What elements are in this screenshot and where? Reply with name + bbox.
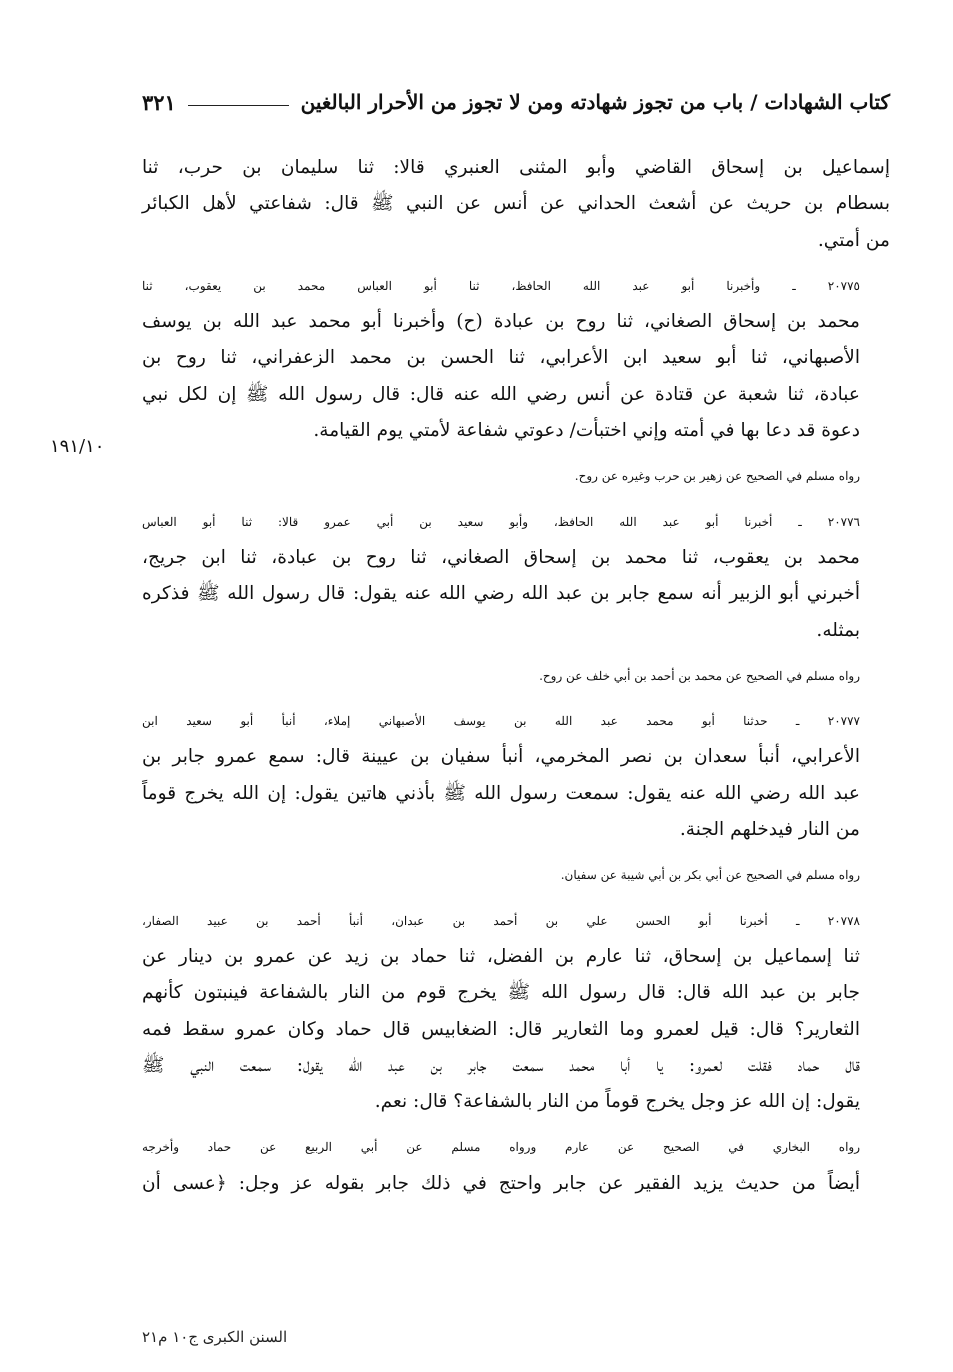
paragraph [142,857,890,893]
text-line: عبد الله رضي الله عنه يقول: سمعت رسول الله ﷺ بأذني هاتين يقول: إن الله يخرج قوماً [142,782,860,804]
text-line: دعوة قد دعا بها في أمته وإني اختبأت/ دعوتي شفاعة لأمتي يوم القيامة. [313,420,860,442]
text-line: أخبرني أبو الزبير أنه سمع جابر بن عبد الله رضي الله عنه يقول: قال رسول الله ﷺ فذكره [142,583,860,605]
body-text [142,150,890,1211]
text-line: ٢٠٧٧٨ ـ أخبرنا أبو الحسن علي بن أحمد بن عبدان، أنبأ أحمد بن عبيد الصفار، [142,913,860,928]
text-line: رواه مسلم في الصحيح عن أبي بكر بن أبي شيبة عن سفيان. [560,868,860,883]
text-line: رواه مسلم في الصحيح عن محمد بن أحمد بن أبي خلف عن روح. [539,668,860,683]
paragraph [142,458,890,494]
text-line: بسطام بن حريث عن أشعث الحداني عن أنس عن النبي ﷺ قال: شفاعتي لأهل الكبائر [142,193,890,215]
footer-signature: السنن الكبرى ج١٠ م٢١ [142,1328,288,1346]
text-line: إسماعيل بن إسحاق القاضي وأبو المثنى العنبري قالا: ثنا سليمان بن حرب، ثنا [142,157,890,178]
running-header [142,82,890,122]
text-line: ٢٠٧٧٧ ـ حدثنا أبو محمد عبد الله بن يوسف الأصبهاني إملاء، أنبأ أبو سعيد ابن [142,714,860,729]
margin-reference: ١٩١/١٠ [50,436,105,457]
header-title: كتاب الشهادات / باب من تجوز شهادته ومن لا تجوز من الأحرار البالغين [300,90,890,114]
paragraph [142,1129,890,1202]
paragraph [142,150,890,259]
page-number: ٣٢١ [142,89,176,115]
text-line: ٢٠٧٧٥ ـ وأخبرنا أبو عبد الله الحافظ، ثنا أبو العباس محمد بن يعقوب، ثنا [142,278,860,293]
text-line: ٢٠٧٧٦ ـ أخبرنا أبو عبد الله الحافظ، وأبو سعيد بن أبي عمرو قالا: ثنا أبو العباس [142,514,860,529]
text-line: محمد بن إسحاق الصغاني، ثنا روح بن عبادة (ح) وأخبرنا أبو محمد عبد الله بن يوسف [142,311,860,333]
text-line: رواه البخاري في الصحيح عن عارم ورواه مسلم عن أبي الربيع عن حماد وأخرجه [142,1140,860,1155]
text-line: بمثله. [816,619,860,641]
paragraph [142,504,890,649]
text-line: من أمتي. [817,229,890,251]
text-line: رواه مسلم في الصحيح عن زهير بن حرب وغيره عن روح. [574,469,860,484]
text-line: الثعارير؟ قال: قيل لعمرو وما الثعارير قال: الضغابيس قال حماد وكان عمرو سقط فمه [142,1018,860,1040]
text-line: قال حماد فقلت لعمرو: يا أبا محمد سمعت جابر بن عبد الله يقول: سمعت النبي ﷺ [142,1054,860,1076]
paragraph [142,658,890,694]
text-line: الأعرابي، أنبأ سعدان بن نصر المخرمي، أنبأ سفيان بن عيينة قال: سمع عمرو جابر بن [142,746,860,768]
paragraph [142,703,890,848]
text-line: يقول: إن الله عز وجل يخرج قوماً من النار بالشفاعة؟ قال: نعم. [374,1091,860,1113]
text-line: من النار فيدخلهم الجنة. [679,819,860,841]
text-line: محمد بن يعقوب، ثنا محمد بن إسحاق الصغاني، ثنا روح بن عبادة، ثنا ابن جريج، [142,546,860,568]
text-line: الأصبهاني، ثنا أبو سعيد ابن الأعرابي، ثنا الحسن بن محمد الزعفراني، ثنا روح بن [142,347,860,369]
text-line: جابر بن عبد الله قال: قال رسول الله ﷺ يخرج قوم من النار بالشفاعة فينبتون كأنهم [142,982,860,1004]
text-line: أيضاً من حديث يزيد الفقير عن جابر واحتج في ذلك جابر بقوله عز وجل: ﴿عسى أن [142,1172,860,1194]
header-rule [188,105,289,106]
paragraph [142,268,890,449]
text-line: عبادة، ثنا شعبة عن قتادة عن أنس رضي الله عنه قال: قال رسول الله ﷺ إن لكل نبي [142,383,860,405]
paragraph [142,903,890,1121]
text-line: ثنا إسماعيل بن إسحاق، ثنا عارم بن الفضل، ثنا حماد بن زيد عن عمرو بن دينار عن [142,945,860,967]
